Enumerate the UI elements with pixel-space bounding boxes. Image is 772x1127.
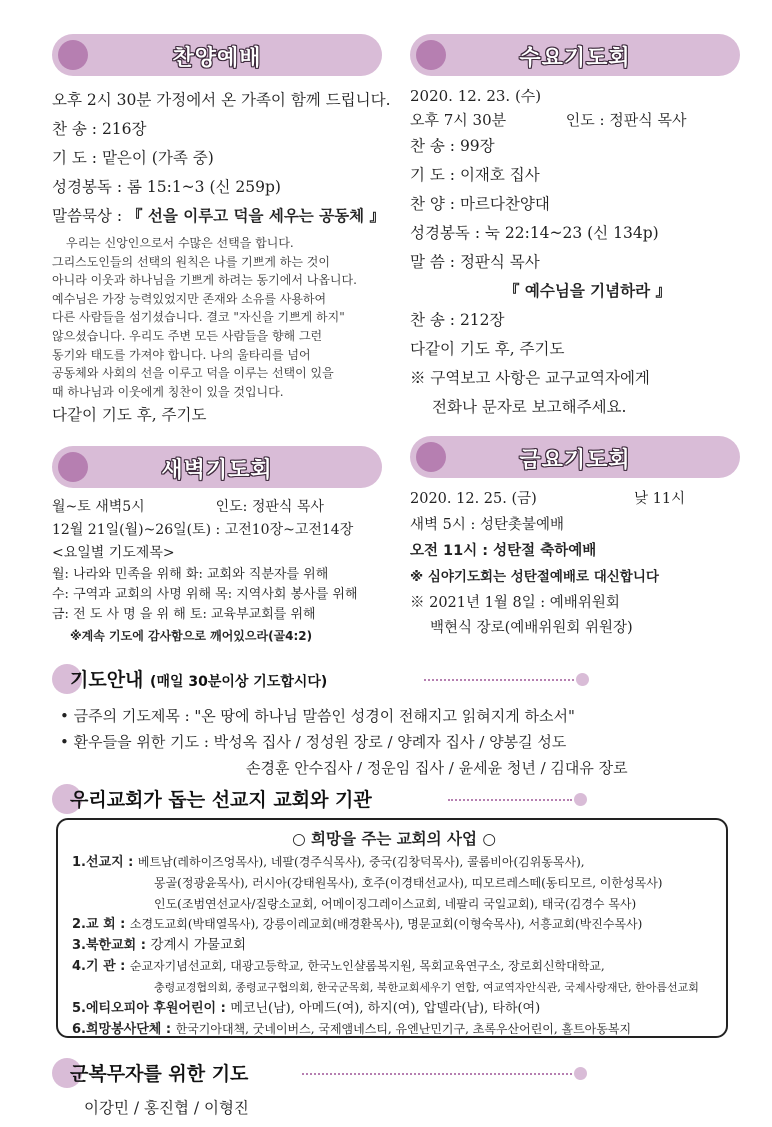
friday-prayer-title: 금요기도회 [519,448,631,473]
wednesday-prayer-title: 수요기도회 [519,46,631,71]
fri-line: ※ 심야기도회는 성탄절예배로 대신합니다 [410,569,659,585]
missions-title: 우리교회가 돕는 선교지 교회와 기관 [70,789,372,811]
fri-line: 백현식 장로(예배위원회 위원장) [430,620,633,636]
patients-prayer: • 환우들을 위한 기도 : 박성옥 집사 / 정성원 장로 / 양례자 집사 / 양봉길 성도 [60,733,567,751]
sunday-worship-title: 찬양예배 [172,46,262,71]
sermon-title: 『 선을 이루고 덕을 세우는 공동체 』 [126,207,385,225]
friday-prayer-header [410,436,740,478]
meditation-line: 우리는 신앙인으로서 수많은 선택을 합니다. [66,236,294,250]
row-label: 4.기 관 : [72,959,130,975]
fri-time: 낮 11시 [634,491,686,507]
daily-item: 월: 나라와 민족을 위해 화: 교회와 직분자를 위해 [52,567,329,583]
wed-sermon-title: 『 예수님을 기념하라 』 [504,282,671,300]
meditation-line: 않으셨습니다. 우리도 주변 모든 사람들을 향해 그런 [52,328,323,343]
row-text: 메코닌(남), 아메드(여), 하지(여), 압델라(남), 타하(여) [230,1001,541,1017]
prayer-guide-list [60,703,740,781]
fri-line: 새벽 5시 : 성탄촛불예배 [410,517,565,533]
row-text: 소경도교회(박태열목사), 강릉이레교회(배경환목사), 명문교회(이형숙목사), 서흥교회(박진수목사) [129,916,643,931]
dawn-schedule: 월~토 새벽5시 [52,499,145,516]
sunday-worship-section [52,34,391,647]
fri-line: ※ 2021년 1월 8일 : 예배위원회 [410,595,620,611]
mission-row [72,852,716,873]
worship-line: 찬 송 : 216장 [52,120,147,138]
wed-line: 찬 양 : 마르다찬양대 [410,195,550,213]
veterans-title: 군복무자를 위한 기도 [70,1063,249,1085]
worship-line: 오후 2시 30분 가정에서 온 가족이 함께 드립니다. [52,91,391,109]
fri-date: 2020. 12. 25. (금) [410,491,537,507]
prayer-guide-title [70,665,327,692]
meditation-line: 그리스도인들의 선택의 원칙은 나를 기쁘게 하는 것이 [52,254,330,269]
veterans-header [52,1056,742,1092]
missions-header [52,782,742,818]
daily-title: <요일별 기도제목> [52,545,175,562]
mission-row [72,914,716,935]
prayer-topic: • 금주의 기도제목 : "온 땅에 하나님 말씀인 성경이 전해지고 읽혀지게 하소서" [60,707,575,725]
sunday-worship-header [52,34,382,76]
dawn-dates: 12월 21일(월)~26일(토) : 고전10장~고전14장 [52,522,354,539]
dawn-schedule-line [52,496,382,519]
daily-item: 수: 구역과 교회의 사명 위해 목: 지역사회 봉사를 위해 [52,587,358,603]
missions-box [56,818,728,1038]
wed-note: ※ 구역보고 사항은 교구교역자에게 [410,369,650,387]
row-text: 강계시 가물교회 [150,937,247,954]
wednesday-prayer-header [410,34,740,76]
meditation-line: 다른 사람들을 섬기셨습니다. 결코 "자신을 기쁘게 하지" [52,310,345,325]
prayer-guide-subtitle: (매일 30분이상 기도합시다) [150,674,328,690]
meditation-line: 때 하나님과 이웃에게 칭찬이 있을 것입니다. [52,384,284,399]
rule-end-dot-icon [574,793,587,806]
fri-line: 오전 11시 : 성탄절 축하예배 [410,543,597,559]
meditation-line: 아니라 이웃과 하나님을 기쁘게 하려는 동기에서 나옵니다. [52,273,357,288]
mission-row [72,894,716,914]
dawn-verse: ※계속 기도에 감사함으로 깨어있으라(골4:2) [70,629,313,644]
mission-row [72,1019,716,1040]
row-label: 6.희망봉사단체 : [72,1022,176,1038]
meditation-line: 공동체와 사회의 선을 이루고 덕을 이루는 선택이 있을 [52,366,334,381]
mission-row [72,935,716,956]
mission-row [72,998,716,1019]
row-text: 몽골(정광윤목사), 러시아(강태원목사), 호주(이경태선교사), 띠모르레스떼(동티모르, 이한성목사) [154,876,663,891]
worship-line: 성경봉독 : 롬 15:1~3 (신 259p) [52,178,281,196]
list-item [60,729,740,755]
prayer-guide-header [52,662,742,698]
meditation-line: 동기와 태도를 가져야 합니다. 나의 울타리를 넘어 [52,347,311,362]
wed-closing: 다같이 기도 후, 주기도 [410,340,565,358]
wed-date: 2020. 12. 23. (수) [410,87,542,105]
wed-hymn2: 찬 송 : 212장 [410,311,505,329]
mission-row [72,873,716,893]
list-item [60,703,740,729]
dawn-leader: 인도: 정판식 목사 [215,499,324,516]
wednesday-prayer-section [410,34,740,640]
dotted-rule [302,1073,572,1075]
dawn-prayer-header [52,446,382,488]
sermon-line [52,202,385,231]
row-label: 3.북한교회 : [72,938,151,954]
patients-prayer-cont: 손경훈 안수집사 / 정운임 집사 / 윤세윤 청년 / 김대유 장로 [246,759,628,777]
wed-time-line [410,108,740,132]
sermon-label: 말씀묵상 : [52,207,127,225]
list-item [60,755,740,781]
dotted-rule [448,799,572,801]
row-text: 충령교경협의회, 종령교구협의회, 한국군목회, 북한교회세우기 연합, 여교역자안식관, 국제사랑재단, 한아름선교회 [154,980,699,994]
row-text: 순교자기념선교회, 대광고등학교, 한국노인샬롬복지원, 목회교육연구소, 장로회신학대학교, [129,959,605,974]
wed-note: 전화나 문자로 보고해주세요. [432,398,627,416]
wed-line: 성경봉독 : 눅 22:14~23 (신 134p) [410,224,659,242]
wed-line: 찬 송 : 99장 [410,137,495,155]
dotted-rule [424,679,574,681]
worship-line: 기 도 : 맡은이 (가족 중) [52,149,214,167]
closing-line: 다같이 기도 후, 주기도 [52,406,207,425]
wed-time: 오후 7시 30분 [410,111,507,129]
rule-end-dot-icon [574,1067,587,1080]
mission-row [72,956,716,977]
mission-row [72,978,716,998]
prayer-guide-title-text: 기도안내 [70,669,144,691]
wed-leader: 인도 : 정판식 목사 [565,111,687,129]
row-text: 베트남(레하이즈엉목사), 네팔(경주식목사), 중국(김창덕목사), 콜롬비아(김위동목사), [137,855,585,869]
row-label: 1.선교지 : [72,855,138,870]
dawn-prayer-title: 새벽기도회 [161,458,273,484]
wed-line: 말 씀 : 정판식 목사 [410,253,540,271]
wed-line: 기 도 : 이재호 집사 [410,166,540,184]
rule-end-dot-icon [576,673,589,686]
veterans-names: 이강민 / 홍진협 / 이형진 [84,1099,249,1117]
row-label: 5.에티오피아 후원어린이 : [72,1001,231,1017]
row-text: 한국기아대책, 굿네이버스, 국제앰네스티, 유엔난민기구, 초록우산어린이, 홀트아동복지 [175,1022,632,1037]
meditation-line: 예수님은 가장 능력있었지만 존재와 소유를 사용하여 [52,291,327,306]
daily-item: 금: 전 도 사 명 을 위 해 토: 교육부교회를 위해 [52,607,316,623]
fri-date-line [410,486,740,512]
row-label: 2.교 회 : [72,916,130,932]
row-text: 인도(조범연선교사/질랑소교회, 어메이징그레이스교회, 네팔리 국일교회), 태국(김경수 목사) [154,896,637,911]
box-title: ○ 희망을 주는 교회의 사업 ○ [292,830,496,848]
